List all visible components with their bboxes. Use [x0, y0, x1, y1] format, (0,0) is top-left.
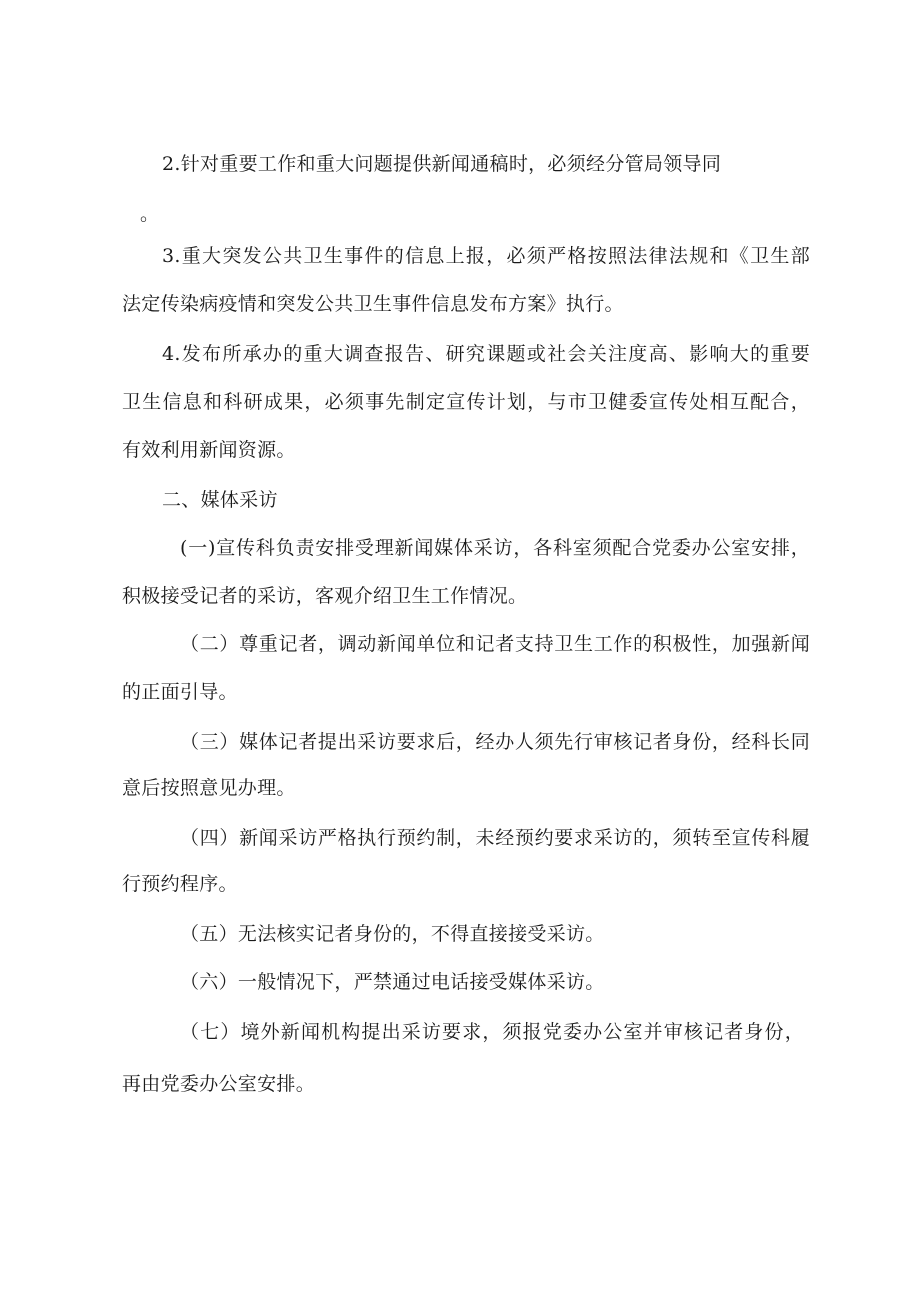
para-4-line-1: 4.发布所承办的重大调查报告、研究课题或社会关注度高、影响大的重要 [162, 343, 810, 365]
item-4-line-1: （四）新闻采访严格执行预约制，未经预约要求采访的，须转至宣传科履 [180, 827, 810, 849]
item-6: （六）一般情况下，严禁通过电话接受媒体采访。 [180, 971, 605, 993]
para-4-line-2: 卫生信息和科研成果，必须事先制定宣传计划，与市卫健委宣传处相互配合， [122, 391, 810, 413]
item-2-line-2: 的正面引导。 [122, 681, 238, 703]
section-heading-media-interview: 二、媒体采访 [162, 489, 278, 511]
item-5: （五）无法核实记者身份的，不得直接接受采访。 [180, 923, 605, 945]
item-2-line-1: （二）尊重记者，调动新闻单位和记者支持卫生工作的积极性，加强新闻 [180, 633, 810, 655]
para-2-line-2: 。 [140, 203, 160, 225]
para-3-line-2: 法定传染病疫情和突发公共卫生事件信息发布方案》执行。 [122, 293, 624, 315]
item-7-line-1: （七）境外新闻机构提出采访要求，须报党委办公室并审核记者身份， [180, 1021, 804, 1043]
item-3-line-2: 意后按照意见办理。 [122, 777, 296, 799]
para-4-line-3: 有效利用新闻资源。 [122, 439, 296, 461]
item-1-line-1: (一)宣传科负责安排受理新闻媒体采访，各科室须配合党委办公室安排， [180, 537, 810, 559]
para-2-line-1: 2.针对重要工作和重大问题提供新闻通稿时，必须经分管局领导同 [162, 153, 722, 175]
item-3-line-1: （三）媒体记者提出采访要求后，经办人须先行审核记者身份，经科长同 [180, 731, 810, 753]
para-3-line-1: 3.重大突发公共卫生事件的信息上报，必须严格按照法律法规和《卫生部 [162, 245, 810, 267]
item-1-line-2: 积极接受记者的采访，客观介绍卫生工作情况。 [122, 585, 528, 607]
item-7-line-2: 再由党委办公室安排。 [122, 1073, 316, 1095]
item-4-line-2: 行预约程序。 [122, 873, 238, 895]
